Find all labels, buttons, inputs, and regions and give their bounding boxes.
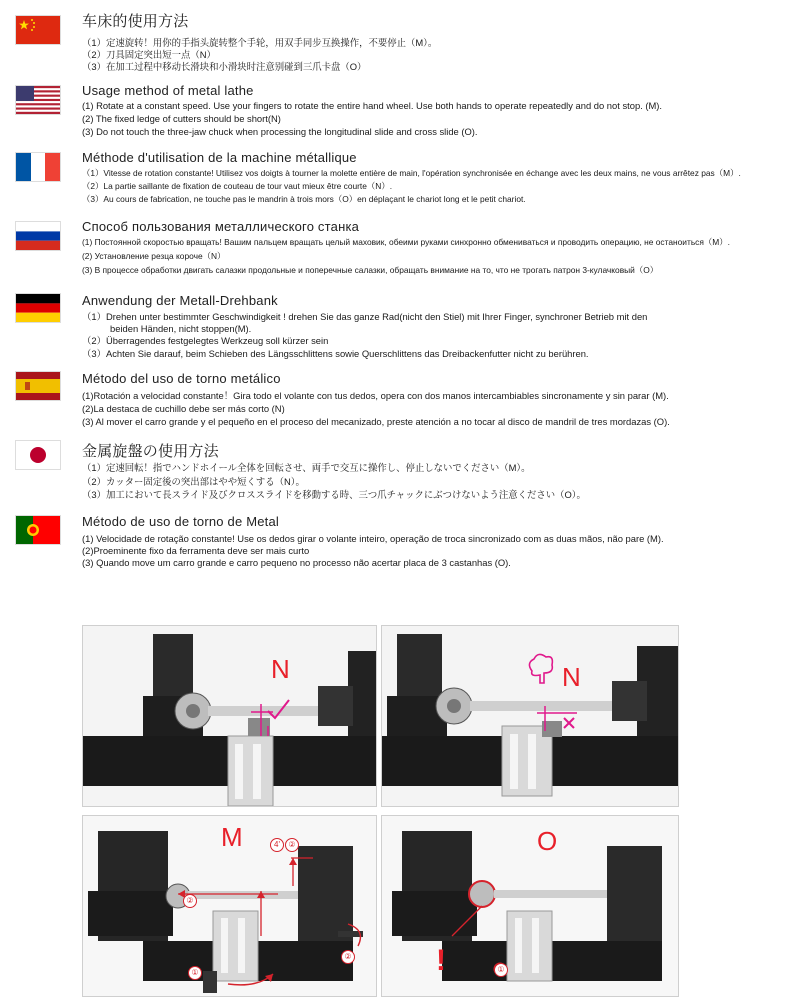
warning-exclamation-icon: ! [436,944,446,977]
label-m: M [221,822,243,852]
section-title: Méthode d'utilisation de la machine métallique [82,150,357,165]
section-title: 金属旋盤の使用方法 [82,443,219,460]
germany-flag-icon [16,294,60,322]
rule-line: （2）Überragendes festgelegtes Werkzeug soll kürzer sein [82,335,329,346]
label-n: N [271,654,290,684]
rule-line: (3) Do not touch the three-jaw chuck when processing the longitudinal slide and cross slide (O). [82,126,478,137]
section-title: Anwendung der Metall-Drehbank [82,293,278,308]
rule-line: (2) Установление резца короче（N） [82,251,226,261]
rule-line: (1) Постоянной скоростью вращать! Вашим пальцем вращать целый маховик, обеими руками синхронно обмениваться и проводить операцию, не останоиться（M）. [82,237,730,247]
rule-line: (1) Rotate at a constant speed. Use your fingers to rotate the entire hand wheel. Use both hands to operate repeatedly and do not stop. (M). [82,100,663,111]
lathe-illustration [382,816,678,996]
portugal-flag-icon [16,516,60,544]
rule-line: （3）Au cours de fabrication, ne touche pas le mandrin à trois mors（O）en déplaçant le chariot long et le petit chariot. [82,194,526,204]
rule-line: （2）カッター固定後の突出部はやや短くする（N）。 [82,476,305,487]
rule-line: (3) Quando move um carro grande e carro pequeno no processo não acertar placa de 3 castanhas (O). [82,557,511,568]
lathe-illustration [83,626,376,806]
figure-tool-long-wrong [381,625,679,807]
section-title: Método de uso de torno de Metal [82,514,279,529]
rule-line: （2）刀具固定突出短一点（N） [82,49,216,60]
label-o: O [537,826,558,856]
rule-line: （1）定速旋转！用你的手指头旋转整个手轮，用双手同步互换操作，不要停止（M）。 [82,37,438,48]
france-flag-icon [16,153,60,181]
callout-2: ② [285,838,299,852]
callout-4: 4' [270,838,284,852]
figure-tool-short-check [82,625,377,807]
rule-line: (2)Proeminente fixo da ferramenta deve ser mais curto [82,545,310,556]
section-title: Способ пользования металлического станка [82,219,360,234]
label-n: N [562,662,581,692]
callout-1: ① [188,966,202,980]
callout-2-right: ② [341,950,355,964]
rule-line: (1)Rotación a velocidad constante！Gira todo el volante con tus dedos, opera con dos manos intercambiables sincronamente y sin parar (M). [82,390,669,401]
rule-line: （1）Vitesse de rotation constante! Utilisez vos doigts à tourner la molette entière de main, l'opération synchronisée en échange avec les deux mains, ne vous arrêtez pas（M）. [82,168,741,178]
rule-line: beiden Händen, nicht stoppen(M). [110,323,252,334]
china-flag-icon [16,16,60,44]
lathe-illustration [382,626,678,806]
rule-line: (2)La destaca de cuchillo debe ser más corto (N) [82,403,285,414]
usa-flag-icon [16,86,60,114]
section-title: Usage method of metal lathe [82,83,254,98]
rule-line: （2）La partie saillante de fixation de couteau de tour vaut mieux être courte（N）. [82,181,393,191]
section-title: Método del uso de torno metálico [82,371,281,386]
callout-1: ① [494,963,508,977]
rule-line: (3) Al mover el carro grande y el pequeño en el proceso del mecanizado, preste atención a no tocar al disco de mandril de tres mordazas (O). [82,416,670,427]
spain-flag-icon [16,372,60,400]
rule-line: (1) Velocidade de rotação constante! Use os dedos girar o volante inteiro, operação de troca sincronizado com as duas mãos, não pare (M). [82,533,664,544]
figure-handwheel-rotation [82,815,377,997]
rule-line: （1）定速回転！指でハンドホイール全体を回転させ、両手で交互に操作し、停止しないでください（M）。 [82,462,531,473]
rule-line: (3) В процессе обработки двигать салазки продольные и поперечные салазки, обращать внимание на то, что не трогать патрон 3-кулачковый（O） [82,265,659,275]
rule-line: （3）在加工过程中移动长滑块和小滑块时注意别碰到三爪卡盘（O） [82,61,367,72]
section-title: 车床的使用方法 [82,13,189,30]
rule-line: （3）加工において長スライド及びクロススライドを移動する時、三つ爪チャックにぶつけないよう注意ください（O）。 [82,489,586,500]
rule-line: (2) The fixed ledge of cutters should be short(N) [82,113,281,124]
japan-flag-icon [16,441,60,469]
rule-line: （1）Drehen unter bestimmter Geschwindigkeit ! drehen Sie das ganze Rad(nicht den Stiel) mit Ihrer Finger, synchroner Betrieb mit den [82,311,648,322]
rule-line: （3）Achten Sie darauf, beim Schieben des Längsschlittens sowie Querschlittens das Dreibackenfutter nicht zu berühren. [82,348,589,359]
figure-chuck-warning [381,815,679,997]
russia-flag-icon [16,222,60,250]
callout-2-left: ② [183,894,197,908]
